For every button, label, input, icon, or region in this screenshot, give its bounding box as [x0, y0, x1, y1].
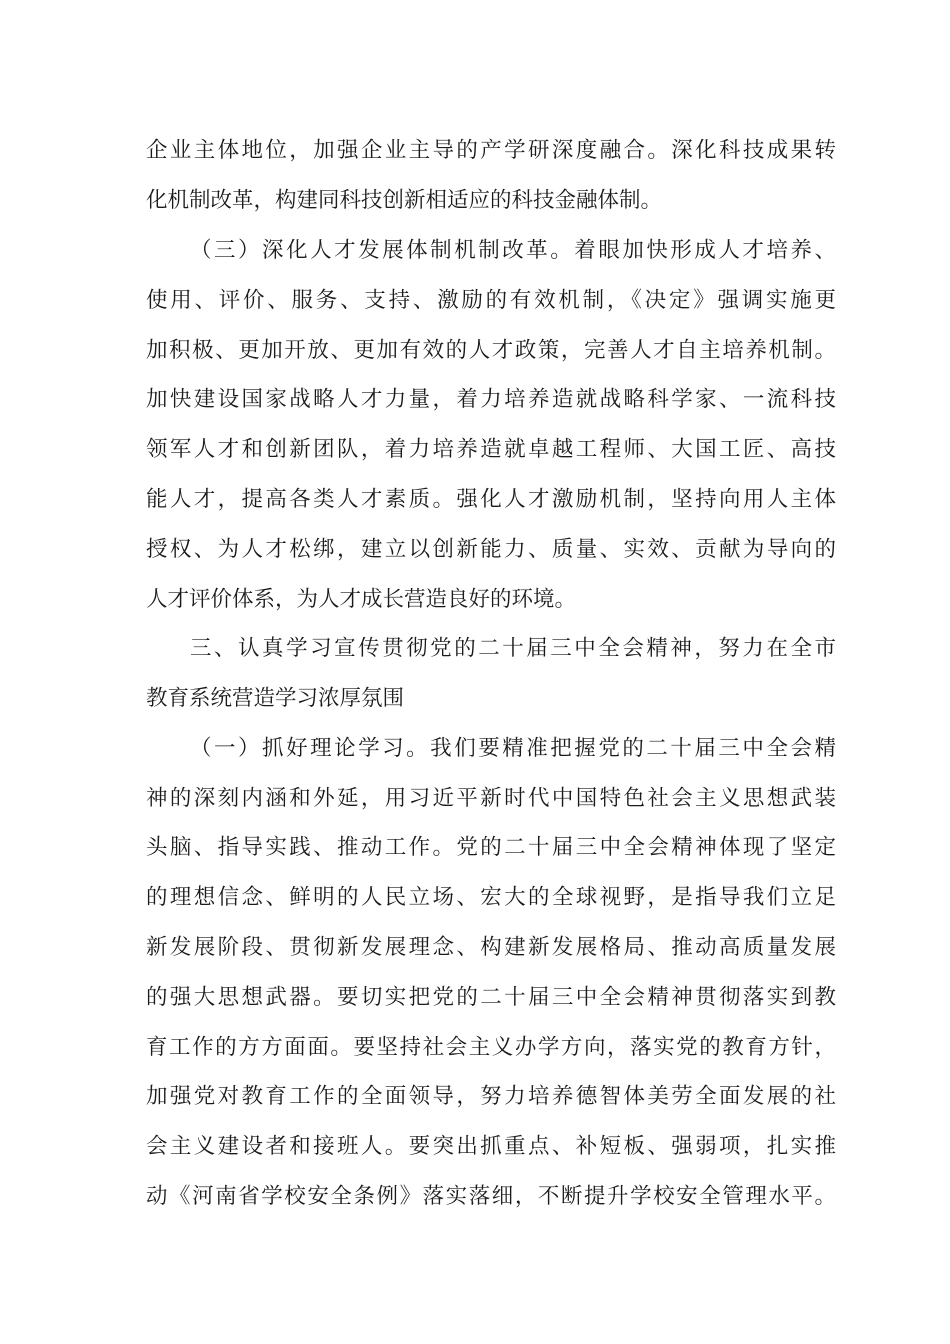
text-line: 加积极、更加开放、更加有效的人才政策，完善人才自主培养机制。 — [146, 338, 836, 363]
text-line: 动《河南省学校安全条例》落实落细，不断提升学校安全管理水平。 — [146, 1184, 836, 1209]
section-heading-line: 教育系统营造学习浓厚氛围 — [146, 686, 405, 711]
text-line: 使用、评价、服务、支持、激励的有效机制，《决定》强调实施更 — [146, 288, 836, 313]
text-line: 头脑、指导实践、推动工作。党的二十届三中全会精神体现了坚定 — [146, 835, 836, 860]
text-line: 加快建设国家战略人才力量，着力培养造就战略科学家、一流科技 — [146, 387, 836, 412]
text-line: 领军人才和创新团队，着力培养造就卓越工程师、大国工匠、高技 — [146, 437, 836, 462]
section-heading-line: 三、认真学习宣传贯彻党的二十届三中全会精神，努力在全市 — [190, 636, 836, 661]
text-line: 会主义建设者和接班人。要突出抓重点、补短板、强弱项，扎实推 — [146, 1134, 836, 1159]
text-line: 育工作的方方面面。要坚持社会主义办学方向，落实党的教育方针， — [146, 1035, 836, 1060]
text-line: 新发展阶段、贯彻新发展理念、构建新发展格局、推动高质量发展 — [146, 935, 836, 960]
text-line: 的理想信念、鲜明的人民立场、宏大的全球视野，是指导我们立足 — [146, 885, 836, 910]
text-line: 化机制改革，构建同科技创新相适应的科技金融体制。 — [146, 188, 663, 213]
paragraph-heading-line: （一）抓好理论学习。我们要精准把握党的二十届三中全会精 — [190, 736, 836, 761]
text-line: 人才评价体系，为人才成长营造良好的环境。 — [146, 587, 577, 612]
text-line: 授权、为人才松绑，建立以创新能力、质量、实效、贡献为导向的 — [146, 537, 836, 562]
text-line: 企业主体地位，加强企业主导的产学研深度融合。深化科技成果转 — [146, 138, 836, 163]
text-line: 能人才，提高各类人才素质。强化人才激励机制，坚持向用人主体 — [146, 487, 836, 512]
text-line: 神的深刻内涵和外延，用习近平新时代中国特色社会主义思想武装 — [146, 786, 836, 811]
text-line: 的强大思想武器。要切实把党的二十届三中全会精神贯彻落实到教 — [146, 985, 836, 1010]
paragraph-heading-line: （三）深化人才发展体制机制改革。着眼加快形成人才培养、 — [190, 238, 836, 263]
text-line: 加强党对教育工作的全面领导，努力培养德智体美劳全面发展的社 — [146, 1084, 836, 1109]
